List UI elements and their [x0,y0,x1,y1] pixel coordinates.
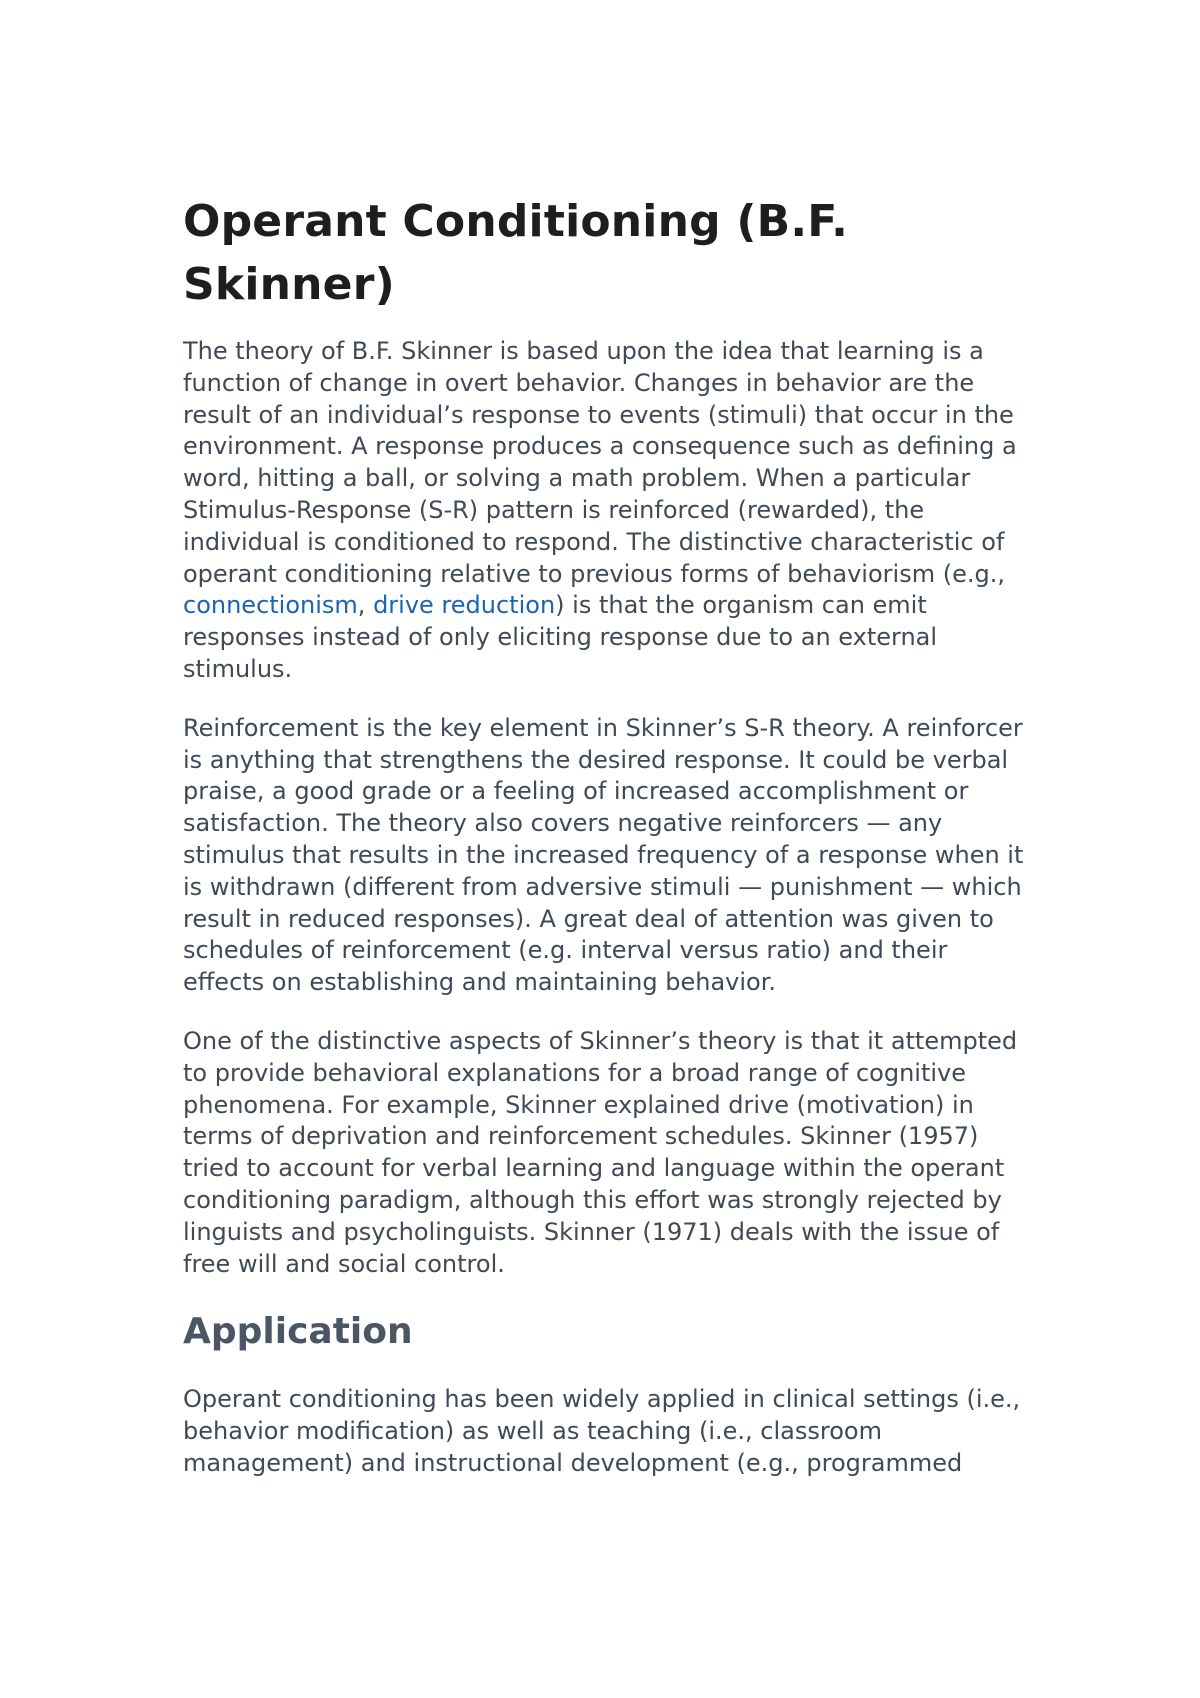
drive-reduction-link[interactable]: drive reduction [373,591,556,620]
section-heading-application: Application [183,1311,413,1353]
paragraph-reinforcement: Reinforcement is the key element in Skinner’s S-R theory. A reinforcer is anything that strengthens the desired response. It could be verbal praise, a good grade or a feeling of increased accomplishment or satisfaction. The theory also covers negative reinforcers — any stimulus that results in the increased frequency of a response when it is withdrawn (different from adversive stimuli — punishment — which result in reduced responses). A great deal of attention was given to schedules of reinforcement (e.g. interval versus ratio) and their effects on establishing and maintaining behavior. [183,713,1024,997]
connectionism-link[interactable]: connectionism [183,591,358,620]
paragraph-intro-text-before: The theory of B.F. Skinner is based upon the idea that learning is a function of change in overt behavior. Changes in behavior are the result of an individual’s response to events (stimuli) that occur in the environment. A response produces a consequence such as defining a word, hitting a ball, or solving a math problem. When a particular Stimulus-Response (S-R) pattern is reinforced (rewarded), the individual is conditioned to respond. The distinctive characteristic of operant conditioning relative to previous forms of behaviorism (e.g., [183,337,1017,588]
paragraph-application: Operant conditioning has been widely applied in clinical settings (i.e., behavior modification) as well as teaching (i.e., classroom management) and instructional development (e.g., programmed [183,1385,1021,1477]
paragraph-distinctive-aspects: One of the distinctive aspects of Skinner’s theory is that it attempted to provide behavioral explanations for a broad range of cognitive phenomena. For example, Skinner explained drive (motivation) in terms of deprivation and reinforcement schedules. Skinner (1957) tried to account for verbal learning and language within the operant conditioning paradigm, although this effort was strongly rejected by linguists and psycholinguists. Skinner (1971) deals with the issue of free will and social control. [183,1026,1018,1278]
paragraph-intro-text-after: ) is that the organism can emit responses instead of only eliciting response due to an external stimulus. [183,591,938,683]
page-title: Operant Conditioning (B.F. Skinner) [183,196,848,310]
paragraph-intro [183,336,1033,686]
document-page [183,190,1033,1507]
link-separator: , [357,591,374,620]
